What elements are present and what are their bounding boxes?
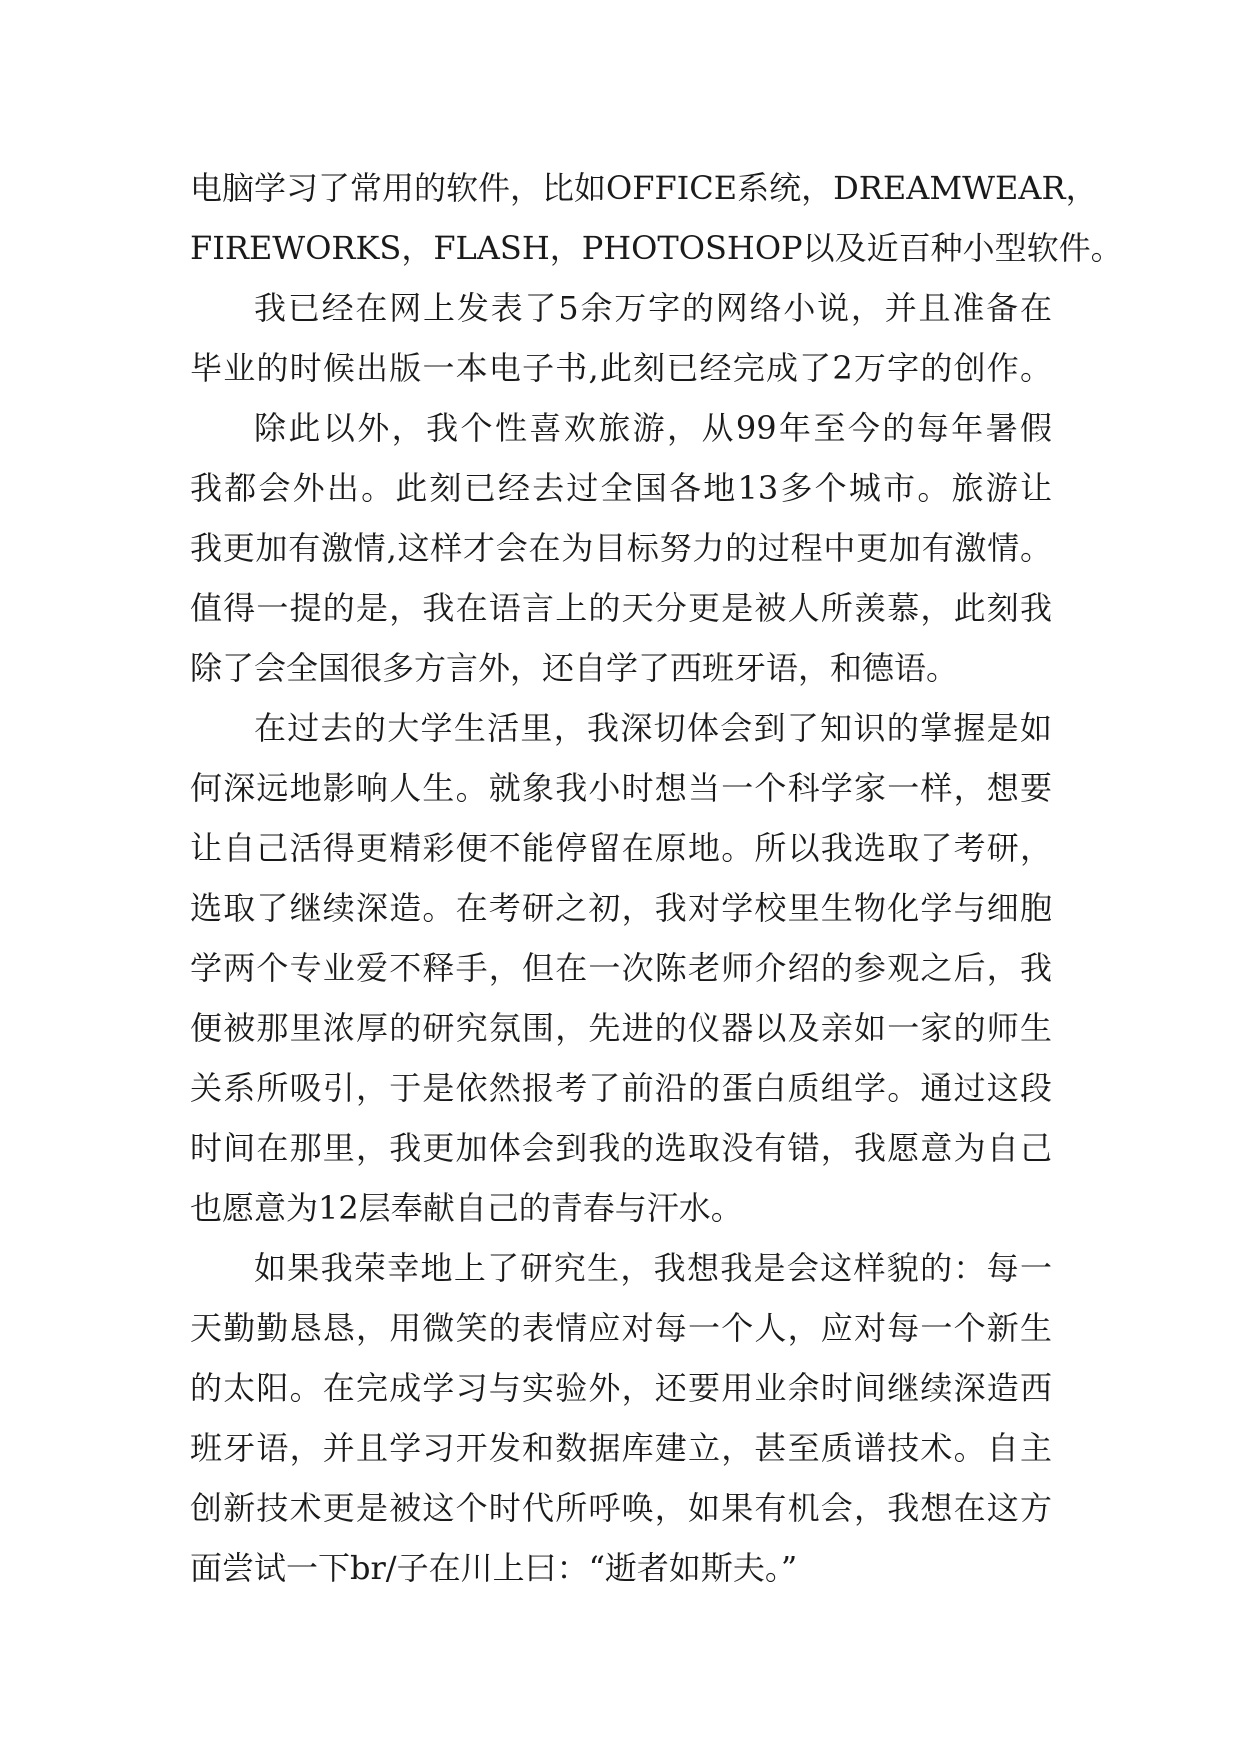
paragraph-first-line: 我已经在网上发表了5余万字的网络小说，并且准备在: [254, 289, 1052, 327]
text-line: FIREWORKS，FLASH，PHOTOSHOP以及近百种小型软件。: [190, 229, 1123, 267]
text-line: 创新技术更是被这个时代所呼唤，如果有机会，我想在这方: [190, 1489, 1052, 1527]
text-line: 天勤勤恳恳，用微笑的表情应对每一个人，应对每一个新生: [190, 1309, 1052, 1347]
text-line: 班牙语，并且学习开发和数据库建立，甚至质谱技术。自主: [190, 1429, 1052, 1467]
paragraph-first-line: 如果我荣幸地上了研究生，我想我是会这样貌的：每一: [254, 1249, 1052, 1287]
text-line: 毕业的时候出版一本电子书,此刻已经完成了2万字的创作。: [190, 349, 1052, 387]
text-line: 电脑学习了常用的软件，比如OFFICE系统，DREAMWEAR，: [190, 169, 1098, 207]
text-line: 值得一提的是，我在语言上的天分更是被人所羡慕，此刻我: [190, 589, 1052, 627]
text-line: 关系所吸引，于是依然报考了前沿的蛋白质组学。通过这段: [190, 1069, 1052, 1107]
text-line: 何深远地影响人生。就象我小时想当一个科学家一样，想要: [190, 769, 1052, 807]
text-line: 让自己活得更精彩便不能停留在原地。所以我选取了考研，: [190, 829, 1052, 867]
text-line: 选取了继续深造。在考研之初，我对学校里生物化学与细胞: [190, 889, 1052, 927]
paragraph-first-line: 在过去的大学生活里，我深切体会到了知识的掌握是如: [254, 709, 1052, 747]
text-line: 的太阳。在完成学习与实验外，还要用业余时间继续深造西: [190, 1369, 1052, 1407]
body-text: [190, 158, 1123, 1598]
text-line: 我更加有激情,这样才会在为目标努力的过程中更加有激情。: [190, 529, 1052, 567]
text-line: 便被那里浓厚的研究氛围，先进的仪器以及亲如一家的师生: [190, 1009, 1052, 1047]
paragraph-first-line: 除此以外，我个性喜欢旅游，从99年至今的每年暑假: [254, 409, 1052, 447]
text-line: 面尝试一下br/子在川上曰：“逝者如斯夫。”: [190, 1549, 798, 1587]
text-line: 我都会外出。此刻已经去过全国各地13多个城市。旅游让: [190, 469, 1052, 507]
text-line: 除了会全国很多方言外，还自学了西班牙语，和德语。: [190, 649, 959, 687]
text-line: 时间在那里，我更加体会到我的选取没有错，我愿意为自己: [190, 1129, 1052, 1167]
text-line: 也愿意为12层奉献自己的青春与汗水。: [190, 1189, 743, 1227]
text-line: 学两个专业爱不释手，但在一次陈老师介绍的参观之后，我: [190, 949, 1052, 987]
